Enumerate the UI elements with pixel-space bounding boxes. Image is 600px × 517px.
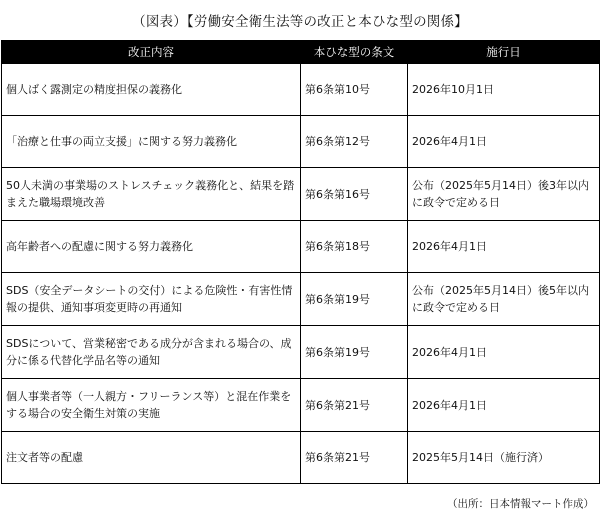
cell-article: 第6条第18号: [301, 221, 408, 273]
cell-content: 50人未満の事業場のストレスチェック義務化と、結果を踏まえた職場環境改善: [2, 168, 301, 221]
cell-content: 高年齢者への配慮に関する努力義務化: [2, 221, 301, 273]
cell-date: 2026年4月1日: [408, 379, 600, 432]
table-row: [2, 168, 600, 221]
cell-article: 第6条第12号: [301, 116, 408, 168]
cell-date: 2026年4月1日: [408, 116, 600, 168]
source-note: （出所：日本情報マート作成）: [447, 498, 594, 510]
table-header-row: [2, 41, 600, 64]
cell-date: 2026年4月1日: [408, 221, 600, 273]
figure-title: （図表）【労働安全衛生法等の改正と本ひな型の関係】: [132, 14, 468, 30]
cell-content: 「治療と仕事の両立支援」に関する努力義務化: [2, 116, 301, 168]
cell-content: 個人事業者等（一人親方・フリーランス等）と混在作業をする場合の安全衛生対策の実施: [2, 379, 301, 432]
cell-article: 第6条第21号: [301, 379, 408, 432]
cell-date: 2026年4月1日: [408, 326, 600, 379]
cell-date: 2026年10月1日: [408, 64, 600, 116]
cell-date: 2025年5月14日（施行済）: [408, 432, 600, 484]
cell-date: 公布（2025年5月14日）後5年以内に政令で定める日: [408, 273, 600, 326]
header-article: 本ひな型の条文: [301, 41, 408, 64]
table-row: [2, 379, 600, 432]
cell-article: 第6条第19号: [301, 326, 408, 379]
header-date: 施行日: [408, 41, 600, 64]
table-row: [2, 116, 600, 168]
header-content: 改正内容: [2, 41, 301, 64]
table-row: [2, 64, 600, 116]
cell-content: SDS（安全データシートの交付）による危険性・有害性情報の提供、通知事項変更時の再通知: [2, 273, 301, 326]
table-row: [2, 326, 600, 379]
cell-article: 第6条第16号: [301, 168, 408, 221]
table-row: [2, 221, 600, 273]
law-revision-table: [1, 40, 600, 484]
cell-article: 第6条第21号: [301, 432, 408, 484]
cell-content: 個人ばく露測定の精度担保の義務化: [2, 64, 301, 116]
cell-article: 第6条第10号: [301, 64, 408, 116]
cell-article: 第6条第19号: [301, 273, 408, 326]
table-row: [2, 273, 600, 326]
table-row: [2, 432, 600, 484]
cell-content: 注文者等の配慮: [2, 432, 301, 484]
cell-date: 公布（2025年5月14日）後3年以内に政令で定める日: [408, 168, 600, 221]
cell-content: SDSについて、営業秘密である成分が含まれる場合の、成分に係る代替化学品名等の通知: [2, 326, 301, 379]
